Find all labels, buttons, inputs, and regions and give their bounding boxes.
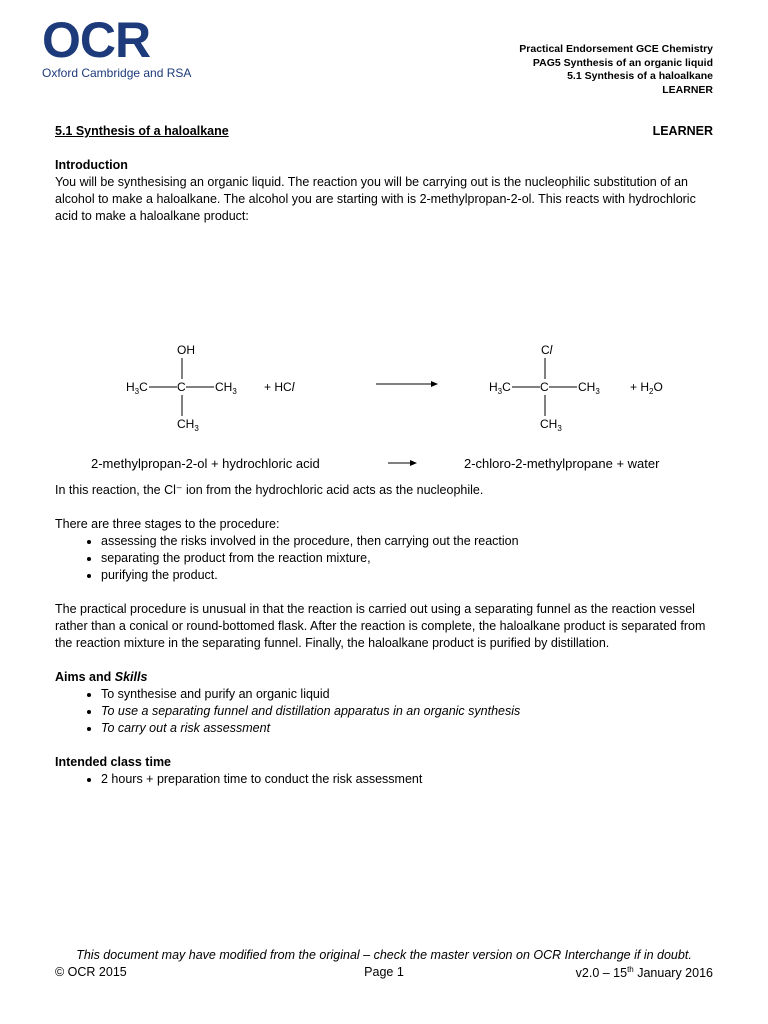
- logo-wordmark: OCR: [42, 12, 151, 68]
- footer: [55, 965, 713, 980]
- time-heading: Intended class time: [55, 755, 172, 769]
- version-suffix: January 2016: [633, 966, 713, 981]
- left-h3c: $H_3C$: [126, 380, 148, 396]
- right-cl: Cl: [541, 343, 553, 357]
- water-product: + $H_2O$: [630, 380, 663, 396]
- reaction-scheme: [55, 225, 713, 471]
- header-line-4: LEARNER: [662, 83, 713, 96]
- nucleophile-sentence: In this reaction, the Cl⁻ ion from the hydrochloric acid acts as the nucleophile.: [55, 483, 484, 497]
- logo-subtitle: Oxford Cambridge and RSA: [42, 66, 192, 80]
- copyright: © OCR 2015: [55, 965, 127, 979]
- list-item: • To synthesise and purify an organic liquid: [101, 686, 713, 703]
- list-item: • separating the product from the reaction mixture,: [101, 550, 713, 567]
- list-item: • 2 hours + preparation time to conduct the risk assessment: [101, 771, 713, 788]
- header-line-1: Practical Endorsement GCE Chemistry: [519, 43, 713, 55]
- header-line-3: 5.1 Synthesis of a haloalkane: [567, 70, 713, 82]
- intro-heading: Introduction: [55, 158, 128, 172]
- stages-lead: There are three stages to the procedure:: [55, 517, 280, 531]
- list-item: • To use a separating funnel and distillation apparatus in an organic synthesis: [101, 703, 713, 720]
- left-c: C: [177, 380, 186, 394]
- right-h3c: $H_3C$: [489, 380, 511, 396]
- footer-note: This document may have modified from the original – check the master version on OCR Interchange if in doubt.: [76, 948, 692, 962]
- left-ch3: $CH_3$: [215, 380, 237, 396]
- document-body: [55, 123, 713, 788]
- header-info: [519, 43, 713, 97]
- list-item: • To carry out a risk assessment: [101, 720, 713, 737]
- stages-list: [55, 533, 713, 584]
- list-item: • purifying the product.: [101, 567, 713, 584]
- word-equation-left: 2-methylpropan-2-ol + hydrochloric acid: [91, 456, 320, 471]
- header-line-2: PAG5 Synthesis of an organic liquid: [532, 56, 713, 69]
- skills-heading-text: Skills: [114, 670, 148, 684]
- hcl-reagent: + HCl: [264, 380, 295, 394]
- right-ch3-bottom: $CH_3$: [540, 417, 562, 433]
- page-number: Page 1: [364, 965, 404, 979]
- title-row: [55, 123, 713, 140]
- aims-heading: [55, 669, 713, 686]
- procedure-paragraph: The practical procedure is unusual in that the reaction is carried out using a separating funnel as the reaction vessel rather than a conical or round-bottomed flask. After the reaction is complete, the haloalkane product is separated from the reaction mixture in the separating funnel. Finally, the haloalkane product is purified by distillation.: [55, 602, 706, 650]
- ocr-logo: [42, 12, 192, 80]
- aims-list: [55, 686, 713, 737]
- version-prefix: v2.0 – 15: [575, 966, 628, 981]
- time-list: [55, 771, 713, 788]
- page-title: 5.1 Synthesis of a haloalkane: [55, 124, 229, 138]
- version-date: [494, 965, 713, 980]
- left-oh: OH: [177, 343, 195, 357]
- version-sup: th: [627, 965, 634, 974]
- word-equation-right: 2-chloro-2-methylpropane + water: [464, 456, 660, 471]
- aims-heading-text: Aims and: [55, 670, 115, 684]
- right-ch3: $CH_3$: [578, 380, 600, 396]
- intro-paragraph: You will be synthesising an organic liquid. The reaction you will be carrying out is the nucleophilic substitution of an alcohol to make a haloalkane. The alcohol you are starting with is 2-methylpropan-2-ol. This reacts with hydrochloric acid to make a haloalkane product:: [55, 175, 696, 223]
- list-item: • assessing the risks involved in the procedure, then carrying out the reaction: [101, 533, 713, 550]
- right-c: C: [540, 380, 549, 394]
- learner-label: LEARNER: [652, 124, 713, 138]
- left-ch3-bottom: $CH_3$: [177, 417, 199, 433]
